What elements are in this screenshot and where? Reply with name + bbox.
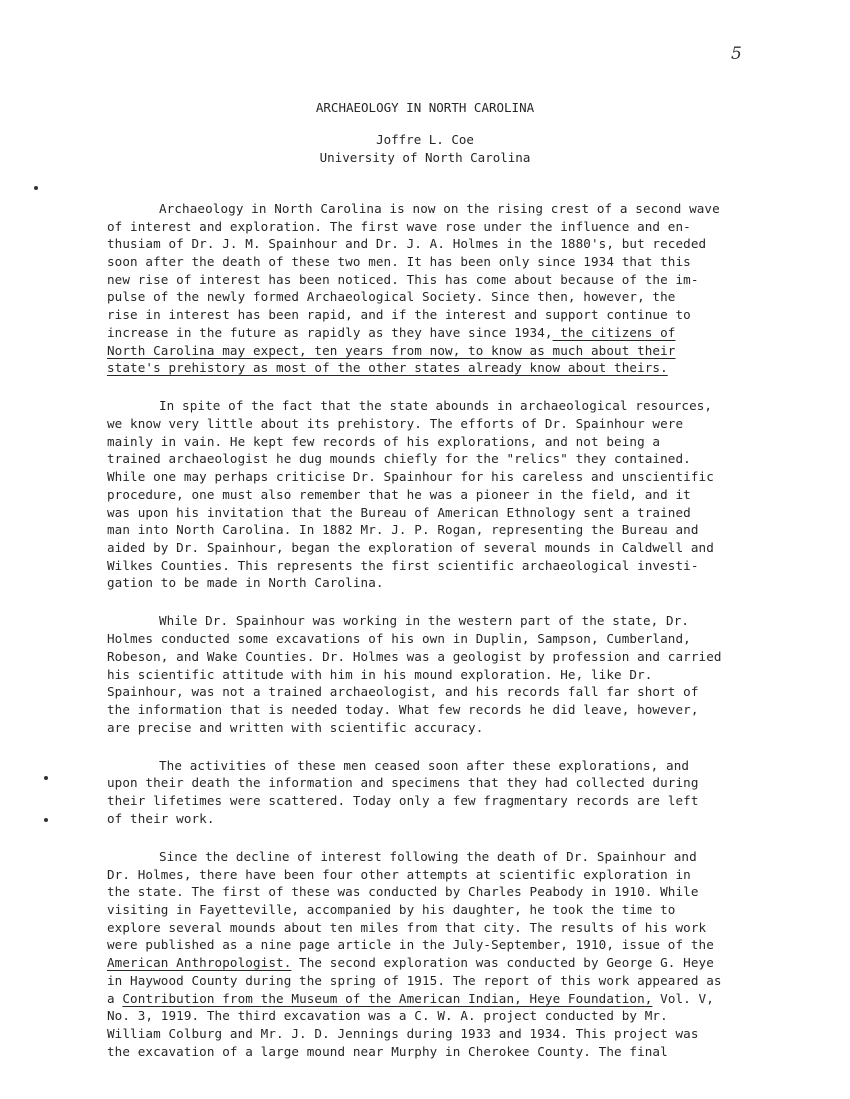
text-line: procedure, one must also remember that he was a pioneer in the field, and it: [107, 486, 691, 502]
text-line: aided by Dr. Spainhour, began the exploration of several mounds in Caldwell and: [107, 539, 714, 555]
text-line: the excavation of a large mound near Murphy in Cherokee County. The final: [107, 1043, 668, 1059]
underlined-phrase: the citizens of: [552, 324, 676, 340]
paragraph-1: [107, 200, 797, 377]
text-line: in Haywood County during the spring of 1915. The report of this work appeared as: [107, 972, 722, 988]
author-block: [0, 131, 850, 167]
text-line: trained archaeologist he dug mounds chiefly for the "relics" they contained.: [107, 451, 691, 467]
paragraph-4: [107, 757, 797, 828]
text-line: Since the decline of interest following the death of Dr. Spainhour and: [159, 849, 697, 864]
underlined-title: American Anthropologist.: [107, 955, 292, 971]
text-line: upon their death the information and specimens that they had collected during: [107, 775, 699, 791]
paragraph-2: [107, 397, 797, 592]
text-line: mainly in vain. He kept few records of his explorations, and not being a: [107, 433, 661, 449]
author-name: Joffre L. Coe: [376, 132, 474, 147]
text-line: In spite of the fact that the state abounds in archaeological resources,: [159, 398, 713, 414]
text-line: Spainhour, was not a trained archaeologist, and his records fall far short of: [107, 684, 699, 700]
text-segment: Vol. V,: [652, 990, 714, 1006]
paragraph-5: [107, 848, 797, 1060]
article-body: [107, 200, 797, 1081]
text-line: pulse of the newly formed Archaeological Society. Since then, however, the: [107, 289, 676, 305]
text-line: Robeson, and Wake Counties. Dr. Holmes was a geologist by profession and carried: [107, 648, 722, 664]
author-affiliation: University of North Carolina: [319, 150, 531, 165]
text-line: Dr. Holmes, there have been four other attempts at scientific exploration in: [107, 866, 691, 882]
text-line: Holmes conducted some excavations of his own in Duplin, Sampson, Cumberland,: [107, 631, 691, 647]
text-line: man into North Carolina. In 1882 Mr. J. P. Rogan, representing the Bureau and: [107, 522, 699, 538]
text-line: The activities of these men ceased soon after these explorations, and: [159, 757, 690, 773]
text-line: gation to be made in North Carolina.: [107, 575, 384, 591]
text-line: were published as a nine page article in the July-September, 1910, issue of the: [107, 937, 714, 953]
underlined-line: state's prehistory as most of the other states already know about theirs.: [107, 360, 668, 376]
text-line: thusiam of Dr. J. M. Spainhour and Dr. J. A. Holmes in the 1880's, but receded: [107, 236, 707, 252]
text-line: No. 3, 1919. The third excavation was a C. W. A. project conducted by Mr.: [107, 1008, 668, 1024]
text-line: soon after the death of these two men. It has been only since 1934 that this: [107, 254, 691, 270]
text-line: explore several mounds about ten miles from that city. The results of his work: [107, 919, 707, 935]
text-line: the state. The first of these was conducted by Charles Peabody in 1910. While: [107, 884, 699, 900]
text-line: their lifetimes were scattered. Today only a few fragmentary records are left: [107, 793, 699, 809]
paragraph-3: [107, 612, 797, 736]
text-line: are precise and written with scientific accuracy.: [107, 719, 484, 735]
text-line: William Colburg and Mr. J. D. Jennings during 1933 and 1934. This project was: [107, 1025, 699, 1041]
text-line: of their work.: [107, 810, 215, 826]
text-line: was upon his invitation that the Bureau of American Ethnology sent a trained: [107, 504, 691, 520]
text-line: we know very little about its prehistory. The efforts of Dr. Spainhour were: [107, 416, 684, 432]
text-line: his scientific attitude with him in his mound exploration. He, like Dr.: [107, 666, 653, 682]
text-line: visiting in Fayetteville, accompanied by his daughter, he took the time to: [107, 902, 676, 918]
text-line: Wilkes Counties. This represents the first scientific archaeological investi-: [107, 557, 699, 573]
text-line: [107, 324, 797, 342]
text-line: While one may perhaps criticise Dr. Spainhour for his careless and unscientific: [107, 469, 714, 485]
text-line: the information that is needed today. What few records he did leave, however,: [107, 701, 699, 717]
text-line: Archaeology in North Carolina is now on the rising crest of a second wave: [159, 201, 720, 216]
page-number: 5: [731, 44, 742, 64]
text-line: of interest and exploration. The first wave rose under the influence and en-: [107, 218, 691, 234]
text-line: [107, 954, 797, 972]
text-segment: The second exploration was conducted by George G. Heye: [291, 955, 714, 971]
text-segment: a: [107, 990, 123, 1006]
margin-dot: [44, 818, 48, 822]
margin-dot: [34, 186, 38, 190]
text-line: rise in interest has been rapid, and if the interest and support continue to: [107, 307, 691, 323]
margin-dot: [44, 776, 48, 780]
page-title: ARCHAEOLOGY IN NORTH CAROLINA: [315, 100, 535, 115]
underlined-line: North Carolina may expect, ten years from now, to know as much about their: [107, 342, 676, 358]
text-segment: increase in the future as rapidly as they have since 1934,: [107, 324, 553, 340]
text-line: new rise of interest has been noticed. This has come about because of the im-: [107, 271, 699, 287]
underlined-title: Contribution from the Museum of the American Indian, Heye Foundation,: [122, 990, 653, 1006]
text-line: While Dr. Spainhour was working in the western part of the state, Dr.: [159, 613, 690, 629]
title-block: [0, 96, 850, 167]
text-line: [107, 990, 797, 1008]
